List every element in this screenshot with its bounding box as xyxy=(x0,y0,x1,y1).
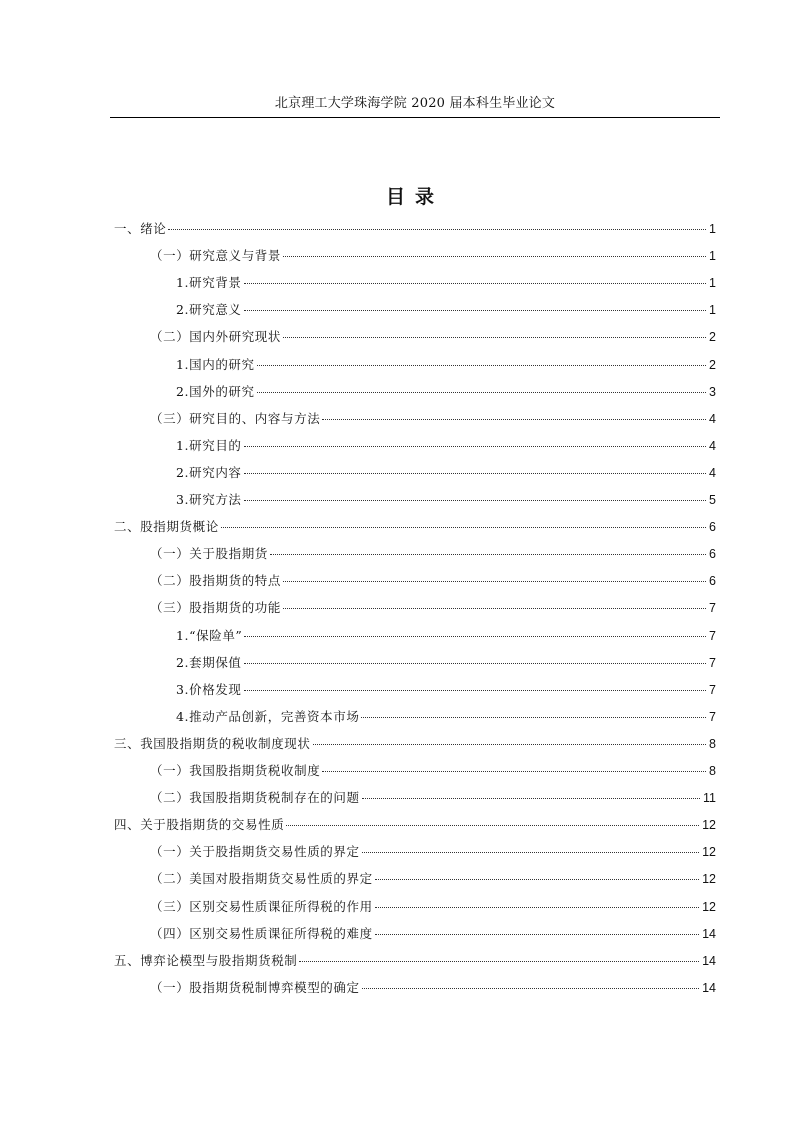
toc-entry-page-number: 14 xyxy=(702,980,716,995)
toc-entry[interactable] xyxy=(150,598,716,618)
toc-entry-page-number: 3 xyxy=(709,384,716,399)
dot-leader xyxy=(244,446,707,447)
toc-entry[interactable] xyxy=(176,680,716,700)
toc-entry-label: 1.研究背景 xyxy=(176,275,242,291)
toc-entry-page-number: 1 xyxy=(709,222,716,236)
dot-leader xyxy=(299,961,699,962)
toc-entry-label: 2.套期保值 xyxy=(176,654,242,670)
toc-entry[interactable] xyxy=(114,734,716,754)
toc-entry-label: 3.研究方法 xyxy=(176,492,242,507)
dot-leader xyxy=(221,527,706,528)
toc-entry-label: （一）关于股指期货交易性质的界定 xyxy=(150,844,360,860)
toc-entry-page-number: 7 xyxy=(709,682,716,697)
toc-entry[interactable] xyxy=(114,815,716,835)
toc-entry-page-number: 12 xyxy=(702,845,716,860)
dot-leader xyxy=(244,310,707,311)
toc-entry-label: 一、绪论 xyxy=(114,221,167,236)
toc-entry[interactable] xyxy=(150,788,716,808)
dot-leader xyxy=(283,256,706,257)
dot-leader xyxy=(244,473,707,474)
toc-entry[interactable] xyxy=(176,463,716,483)
dot-leader xyxy=(283,337,706,338)
toc-entry[interactable] xyxy=(114,517,716,537)
dot-leader xyxy=(375,879,699,880)
toc-entry-page-number: 4 xyxy=(709,438,716,453)
toc-entry[interactable] xyxy=(176,355,716,375)
toc-entry[interactable] xyxy=(150,869,716,889)
dot-leader xyxy=(283,581,706,582)
toc-entry[interactable] xyxy=(176,707,716,727)
dot-leader xyxy=(375,934,699,935)
dot-leader xyxy=(375,907,699,908)
toc-entry[interactable] xyxy=(114,951,716,971)
toc-entry[interactable] xyxy=(150,897,716,917)
toc-entry-label: （二）股指期货的特点 xyxy=(150,573,282,589)
dot-leader xyxy=(168,229,706,230)
toc-entry-label: 2.国外的研究 xyxy=(176,383,255,399)
toc-entry-label: 4.推动产品创新，完善资本市场 xyxy=(176,708,360,724)
toc-entry[interactable] xyxy=(114,219,716,239)
header-rule xyxy=(110,117,720,118)
dot-leader xyxy=(313,744,707,745)
dot-leader xyxy=(322,771,706,772)
toc-entry-label: （一）我国股指期货税收制度 xyxy=(150,763,321,778)
toc-entry[interactable] xyxy=(150,571,716,591)
toc-entry-label: 五、博弈论模型与股指期货税制 xyxy=(114,952,298,968)
toc-entry-page-number: 7 xyxy=(709,601,716,616)
toc-entry-page-number: 2 xyxy=(709,357,716,372)
page-header: 北京理工大学珠海学院 2020 届本科生毕业论文 xyxy=(274,96,556,111)
toc-entry-page-number: 4 xyxy=(709,465,716,480)
toc-entry[interactable] xyxy=(150,327,716,347)
dot-leader xyxy=(283,608,706,609)
toc-entry-page-number: 12 xyxy=(702,818,716,833)
toc-entry-page-number: 14 xyxy=(702,953,716,968)
toc-entry-page-number: 7 xyxy=(709,655,716,670)
toc-entry[interactable] xyxy=(150,761,716,781)
toc-entry-page-number: 5 xyxy=(709,493,716,507)
toc-entry-label: （二）国内外研究现状 xyxy=(150,329,282,345)
toc-entry-label: （二）美国对股指期货交易性质的界定 xyxy=(150,871,373,887)
dot-leader xyxy=(361,717,706,718)
toc-entry-page-number: 1 xyxy=(709,303,716,318)
toc-entry[interactable] xyxy=(150,924,716,944)
toc-entry-label: 2.研究内容 xyxy=(176,464,242,480)
toc-entry-label: （三）股指期货的功能 xyxy=(150,600,282,616)
dot-leader xyxy=(244,690,707,691)
dot-leader xyxy=(257,392,706,393)
toc-entry-page-number: 7 xyxy=(709,709,716,724)
dot-leader xyxy=(322,419,706,420)
toc-entry-page-number: 12 xyxy=(702,899,716,914)
toc-entry-label: 3.价格发现 xyxy=(176,681,242,697)
toc-entry-page-number: 6 xyxy=(709,520,716,535)
dot-leader xyxy=(244,500,707,501)
toc-entry-page-number: 1 xyxy=(709,276,716,291)
toc-entry-label: 三、我国股指期货的税收制度现状 xyxy=(114,735,311,751)
toc-entry-label: （一）股指期货税制博弈模型的确定 xyxy=(150,979,360,995)
toc-entry[interactable] xyxy=(150,246,716,266)
dot-leader xyxy=(244,283,707,284)
toc-entry[interactable] xyxy=(150,978,716,998)
toc-entry-label: 1.“保险单” xyxy=(176,627,243,643)
dot-leader xyxy=(244,663,707,664)
toc-entry-page-number: 14 xyxy=(702,926,716,941)
toc-title: 目录 xyxy=(385,186,444,208)
dot-leader xyxy=(362,988,699,989)
dot-leader xyxy=(362,798,700,799)
toc-entry[interactable] xyxy=(176,273,716,293)
toc-entry[interactable] xyxy=(176,382,716,402)
dot-leader xyxy=(286,825,699,826)
toc-entry-label: 1.研究目的 xyxy=(176,437,242,453)
dot-leader xyxy=(244,636,706,637)
dot-leader xyxy=(362,852,699,853)
dot-leader xyxy=(257,365,706,366)
dot-leader xyxy=(270,554,706,555)
toc-entry-page-number: 6 xyxy=(709,547,716,562)
toc-entry[interactable] xyxy=(176,653,716,673)
toc-entry[interactable] xyxy=(176,300,716,320)
toc-entry-label: 四、关于股指期货的交易性质 xyxy=(114,817,285,833)
toc-entry[interactable] xyxy=(150,409,716,429)
toc-entry-label: （一）研究意义与背景 xyxy=(150,248,282,264)
toc-entry[interactable] xyxy=(176,626,716,646)
toc-entry-label: （三）区别交易性质课征所得税的作用 xyxy=(150,898,373,914)
toc-entry-page-number: 8 xyxy=(709,764,716,778)
toc-entry-label: 2.研究意义 xyxy=(176,302,242,318)
toc-entry-label: （三）研究目的、内容与方法 xyxy=(150,410,321,426)
toc-entry-label: （二）我国股指期货税制存在的问题 xyxy=(150,790,360,806)
toc-entry-label: 1.国内的研究 xyxy=(176,356,255,372)
toc-entry[interactable] xyxy=(176,490,716,510)
toc-entry-page-number: 2 xyxy=(709,330,716,345)
toc-entry-page-number: 12 xyxy=(702,872,716,887)
toc-entry[interactable] xyxy=(150,842,716,862)
toc-entry-label: （一）关于股指期货 xyxy=(150,546,268,562)
toc-entry[interactable] xyxy=(150,544,716,564)
toc-entry-page-number: 8 xyxy=(709,736,716,751)
toc-entry-page-number: 6 xyxy=(709,574,716,589)
toc-entry-page-number: 4 xyxy=(709,411,716,426)
toc-entry-label: （四）区别交易性质课征所得税的难度 xyxy=(150,925,373,941)
toc-entry-label: 二、股指期货概论 xyxy=(114,519,219,535)
toc-entry-page-number: 11 xyxy=(703,791,716,806)
toc-entry-page-number: 1 xyxy=(709,249,716,264)
toc-entry[interactable] xyxy=(176,436,716,456)
toc-entry-page-number: 7 xyxy=(709,628,716,643)
